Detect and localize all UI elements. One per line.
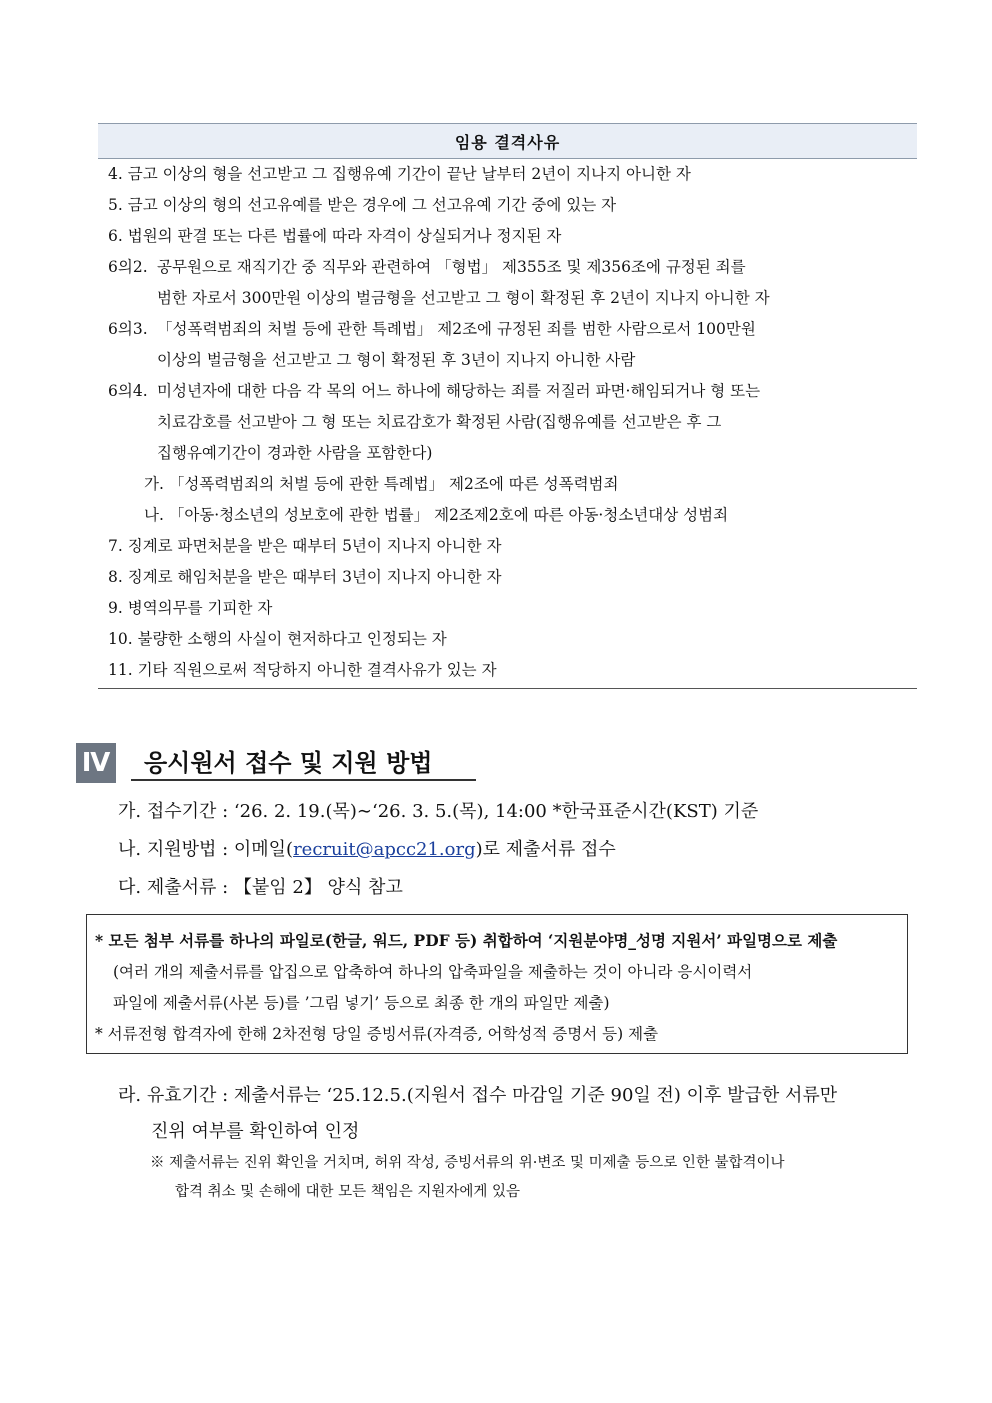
validity-period: 라. 유효기간 : 제출서류는 ‘25.12.5.(지원서 접수 마감일 기준 90일 전) 이후 발급한 서류만 <box>118 1085 838 1106</box>
row-text: 「성폭력범죄의 처벌 등에 관한 특례법」 제2조에 규정된 죄를 범한 사람으로서 100만원 <box>157 320 756 338</box>
table-row: 범한 자로서 300만원 이상의 벌금형을 선고받고 그 형이 확정된 후 2년이 지나지 아니한 자 <box>157 289 770 307</box>
table-row: 8. 징계로 해임처분을 받은 때부터 3년이 지나지 아니한 자 <box>108 568 502 586</box>
row-text: 미성년자에 대한 다음 각 목의 어느 하나에 해당하는 죄를 저질러 파면·해임되거나 형 또는 <box>157 382 761 400</box>
method-prefix: 나. 지원방법 : 이메일( <box>118 839 294 860</box>
validity-period-cont: 진위 여부를 확인하여 인정 <box>151 1121 360 1142</box>
table-header: 임용 결격사유 <box>98 123 917 159</box>
table-row: 나. 「아동·청소년의 성보호에 관한 법률」 제2조제2호에 따른 아동·청소년대상 성범죄 <box>144 506 729 524</box>
application-method <box>118 835 616 861</box>
recruit-email-link[interactable]: recruit@apcc21.org <box>293 839 476 860</box>
application-period: 가. 접수기간 : ‘26. 2. 19.(목)∼‘26. 3. 5.(목), 14:00 *한국표준시간(KST) 기준 <box>118 801 759 822</box>
validity-note: ※ 제출서류는 진위 확인을 거치며, 허위 작성, 증빙서류의 위·변조 및 미제출 등으로 인한 불합격이나 <box>150 1155 785 1171</box>
notice-line: 파일에 제출서류(사본 등)를 ’그림 넣기’ 등으로 최종 한 개의 파일만 제출) <box>113 994 610 1012</box>
row-number: 6의3. <box>108 320 148 338</box>
notice-line: * 모든 첨부 서류를 하나의 파일로(한글, 워드, PDF 등) 취합하여 ‘지원분야명_성명 지원서’ 파일명으로 제출 <box>95 931 838 950</box>
table-row: 6. 법원의 판결 또는 다른 법률에 따라 자격이 상실되거나 정지된 자 <box>108 227 562 245</box>
section-heading <box>76 743 476 783</box>
table-row: 7. 징계로 파면처분을 받은 때부터 5년이 지나지 아니한 자 <box>108 537 502 555</box>
table-body <box>98 159 917 689</box>
section-title: 응시원서 접수 및 지원 방법 <box>131 743 476 781</box>
table-row <box>98 252 917 283</box>
row-text: 공무원으로 재직기간 중 직무와 관련하여 「형법」 제355조 및 제356조에 규정된 죄를 <box>157 258 746 276</box>
validity-note-cont: 합격 취소 및 손해에 대한 모든 책임은 지원자에게 있음 <box>175 1184 521 1200</box>
table-row: 집행유예기간이 경과한 사람을 포함한다) <box>157 444 433 462</box>
submission-documents: 다. 제출서류 : 【붙임 2】 양식 참고 <box>118 877 403 898</box>
table-row: 4. 금고 이상의 형을 선고받고 그 집행유예 기간이 끝난 날부터 2년이 지나지 아니한 자 <box>108 165 691 183</box>
method-suffix: )로 제출서류 접수 <box>475 839 616 860</box>
table-row <box>98 376 917 407</box>
row-number: 6의2. <box>108 258 148 276</box>
table-row <box>98 314 917 345</box>
table-row: 치료감호를 선고받아 그 형 또는 치료감호가 확정된 사람(집행유예를 선고받은 후 그 <box>157 413 722 431</box>
table-row: 가. 「성폭력범죄의 처벌 등에 관한 특례법」 제2조에 따른 성폭력범죄 <box>144 475 619 493</box>
table-row: 5. 금고 이상의 형의 선고유예를 받은 경우에 그 선고유예 기간 중에 있는 자 <box>108 196 617 214</box>
table-row: 이상의 벌금형을 선고받고 그 형이 확정된 후 3년이 지나지 아니한 사람 <box>157 351 636 369</box>
table-row: 9. 병역의무를 기피한 자 <box>108 599 273 617</box>
section-number-badge: Ⅳ <box>76 743 116 783</box>
table-row: 10. 불량한 소행의 사실이 현저하다고 인정되는 자 <box>108 630 447 648</box>
table-row: 11. 기타 직원으로써 적당하지 아니한 결격사유가 있는 자 <box>108 661 497 679</box>
disqualification-table <box>98 123 917 689</box>
notice-line: (여러 개의 제출서류를 압집으로 압축하여 하나의 압축파일을 제출하는 것이 아니라 응시이력서 <box>113 963 753 981</box>
row-number: 6의4. <box>108 382 148 400</box>
notice-box <box>86 914 908 1054</box>
notice-line: * 서류전형 합격자에 한해 2차전형 당일 증빙서류(자격증, 어학성적 증명서 등) 제출 <box>95 1025 659 1043</box>
